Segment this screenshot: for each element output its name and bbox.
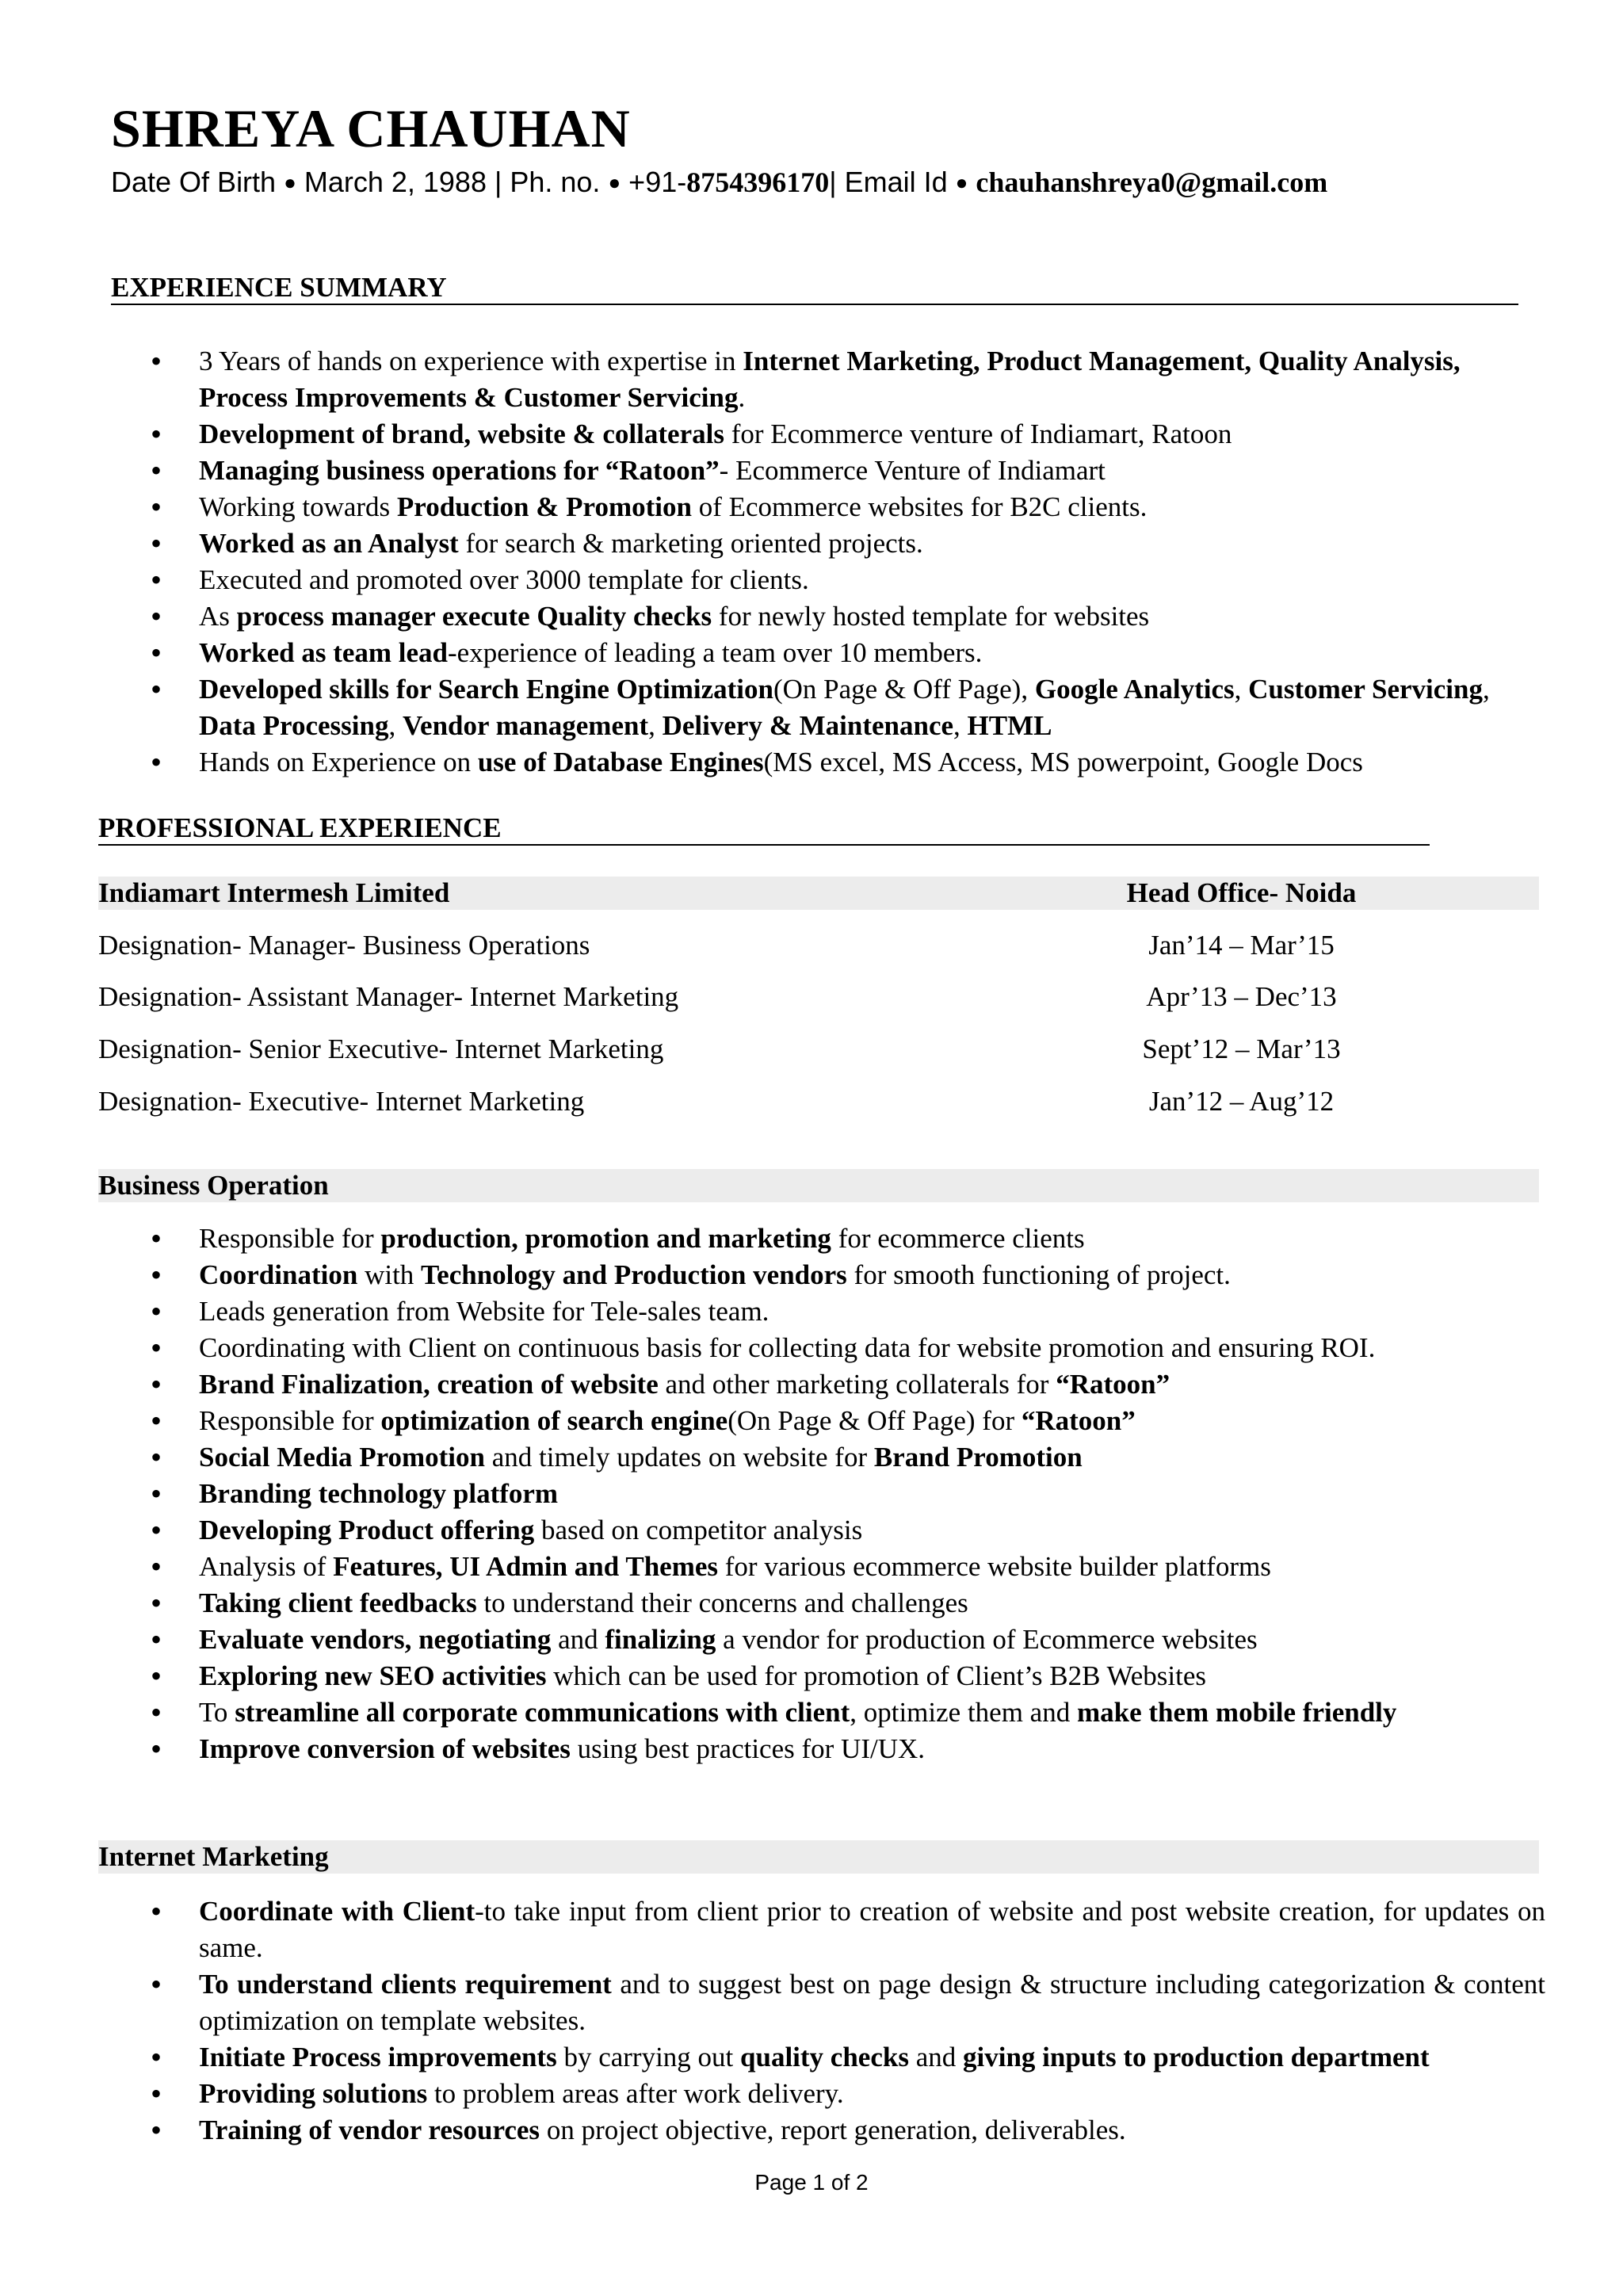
bold-text: Exploring new SEO activities <box>199 1660 547 1691</box>
bold-text: production, promotion and marketing <box>380 1223 831 1254</box>
bold-text: To understand clients requirement <box>199 1969 612 2000</box>
dob-label: Date Of Birth <box>111 166 277 198</box>
bullet-item <box>98 1622 1545 1658</box>
bold-text: process manager execute Quality checks <box>236 601 712 632</box>
bold-text: Customer Servicing <box>1248 674 1483 705</box>
text: of Ecommerce websites for B2C clients. <box>691 491 1148 522</box>
text: to problem areas after work delivery. <box>427 2078 844 2109</box>
text: using best practices for UI/UX. <box>570 1733 926 1764</box>
experience-summary-heading: EXPERIENCE SUMMARY <box>111 273 1518 305</box>
designation-row <box>98 1031 1461 1068</box>
text: for Ecommerce venture of Indiamart, Ratoon <box>724 418 1232 449</box>
bullet-item <box>98 1966 1545 2039</box>
text: for search & marketing oriented projects. <box>458 528 923 559</box>
bullet-item <box>98 1549 1545 1585</box>
text: for smooth functioning of project. <box>846 1259 1231 1290</box>
bullet-item <box>98 525 1545 562</box>
bold-text: Production & Promotion <box>396 491 692 522</box>
candidate-name: SHREYA CHAUHAN <box>111 98 631 159</box>
bold-text: Initiate Process improvements <box>199 2042 557 2073</box>
bullet-item <box>98 2039 1545 2076</box>
bullet-item <box>98 562 1545 598</box>
bold-text: Taking client feedbacks <box>199 1587 477 1618</box>
phone-number: 8754396170 <box>686 166 830 198</box>
text: (MS excel, MS Access, MS powerpoint, Google Docs <box>763 747 1363 777</box>
bold-text: Data Processing <box>199 710 389 741</box>
text: and to suggest best on page design & structure including categorization & content optimization on template websites. <box>199 1969 1545 2036</box>
text: Working towards <box>199 491 397 522</box>
bold-text: use of Database Engines <box>477 747 764 777</box>
text: 3 Years of hands on experience with expertise in <box>199 346 743 376</box>
bullet-item <box>98 671 1545 744</box>
bold-text: Branding technology platform <box>199 1478 559 1509</box>
bold-text: Vendor management <box>402 710 649 741</box>
bullet-item <box>98 2112 1545 2149</box>
designation-period: Sept’12 – Mar’13 <box>1142 1033 1341 1064</box>
bullet-item <box>98 1731 1545 1767</box>
text: -experience of leading a team over 10 members. <box>448 637 983 668</box>
text: Leads generation from Website for Tele-sales team. <box>199 1296 769 1327</box>
text: -to take input from client prior to creation of website and post website creation, for updates on same. <box>199 1896 1545 1963</box>
bold-text: Social Media Promotion <box>199 1442 485 1473</box>
phone-prefix: +91- <box>628 166 687 198</box>
business-operation-band <box>98 1169 1539 1202</box>
designation-title: Designation- Manager- Business Operations <box>98 930 590 961</box>
text: Executed and promoted over 3000 template for clients. <box>199 564 809 595</box>
company-band <box>98 877 1539 910</box>
bold-text: Coordination <box>199 1259 358 1290</box>
text: , optimize them and <box>850 1697 1077 1728</box>
text: based on competitor analysis <box>534 1515 863 1545</box>
bullet-item <box>98 1366 1545 1403</box>
text: Coordinating with Client on continuous basis for collecting data for website promotion and ensuring ROI. <box>199 1332 1376 1363</box>
text: , <box>648 710 663 741</box>
bold-text: Training of vendor resources <box>199 2115 540 2145</box>
contact-line <box>111 165 1327 200</box>
text: To <box>199 1697 235 1728</box>
bullet-item <box>98 1403 1545 1439</box>
text: for ecommerce clients <box>831 1223 1085 1254</box>
page-number: Page 1 of 2 <box>754 2170 869 2195</box>
bullet-item <box>98 1694 1545 1731</box>
bold-text: streamline all corporate communications with client <box>235 1697 850 1728</box>
bold-text: Worked as an Analyst <box>199 528 459 559</box>
bullet-item <box>98 453 1545 489</box>
bold-text: Delivery & Maintenance <box>662 710 954 741</box>
text: by carrying out <box>556 2042 741 2073</box>
bold-text: make them mobile friendly <box>1076 1697 1397 1728</box>
text: , <box>1234 674 1249 705</box>
professional-experience-heading: PROFESSIONAL EXPERIENCE <box>98 814 1430 846</box>
text: and timely updates on website for <box>485 1442 874 1473</box>
email-label: | Email Id <box>829 166 948 198</box>
bold-text: Features, UI Admin and Themes <box>333 1551 719 1582</box>
bullet-separator: ● <box>284 170 296 194</box>
bullet-item <box>98 598 1545 635</box>
bullet-item <box>98 744 1545 781</box>
text: Responsible for <box>199 1223 381 1254</box>
internet-marketing-band <box>98 1840 1539 1874</box>
bold-text: Brand Promotion <box>873 1442 1083 1473</box>
bold-text: Coordinate with Client <box>199 1896 475 1927</box>
designation-row <box>98 927 1461 964</box>
designation-title: Designation- Assistant Manager- Internet Marketing <box>98 981 679 1012</box>
text: with <box>357 1259 422 1290</box>
internet-marketing-list <box>98 1893 1545 2149</box>
text: and other marketing collaterals for <box>658 1369 1056 1400</box>
experience-summary-list <box>98 343 1545 781</box>
bullet-item <box>98 1512 1545 1549</box>
bold-text: Worked as team lead <box>199 637 449 668</box>
bold-text: quality checks <box>740 2042 909 2073</box>
bold-text: Developing Product offering <box>199 1515 535 1545</box>
designation-period: Apr’13 – Dec’13 <box>1146 981 1337 1012</box>
company-name: Indiamart Intermesh Limited <box>98 877 450 908</box>
bold-text: optimization of search engine <box>380 1405 728 1436</box>
bullet-item <box>98 1585 1545 1622</box>
bullet-item <box>98 1293 1545 1330</box>
text: - Ecommerce Venture of Indiamart <box>719 455 1106 486</box>
bold-text: Improve conversion of websites <box>199 1733 571 1764</box>
bullet-item <box>98 635 1545 671</box>
bold-text: HTML <box>967 710 1052 741</box>
bullet-item <box>98 2076 1545 2112</box>
bullet-separator: ● <box>608 170 621 194</box>
bullet-item <box>98 1257 1545 1293</box>
bullet-item <box>98 1330 1545 1366</box>
text: on project objective, report generation, deliverables. <box>540 2115 1126 2145</box>
designation-row <box>98 1083 1461 1120</box>
bold-text: Development of brand, website & collaterals <box>199 418 724 449</box>
bold-text: Google Analytics <box>1034 674 1235 705</box>
bold-text: finalizing <box>605 1624 716 1655</box>
text: for various ecommerce website builder platforms <box>718 1551 1271 1582</box>
bullet-item <box>98 1476 1545 1512</box>
bullet-item <box>98 1658 1545 1694</box>
internet-marketing-heading: Internet Marketing <box>98 1841 329 1872</box>
bold-text: “Ratoon” <box>1056 1369 1170 1400</box>
bold-text: “Ratoon” <box>1021 1405 1136 1436</box>
text: , <box>388 710 403 741</box>
text: , <box>1483 674 1490 705</box>
bullet-item <box>98 489 1545 525</box>
text: for newly hosted template for websites <box>712 601 1150 632</box>
bullet-item <box>98 1893 1545 1966</box>
bold-text: Brand Finalization, creation of website <box>199 1369 659 1400</box>
text: (On Page & Off Page) for <box>727 1405 1022 1436</box>
bold-text: giving inputs to production department <box>963 2042 1430 2073</box>
business-operation-list <box>98 1221 1545 1767</box>
bullet-item <box>98 1439 1545 1476</box>
bold-text: Developed skills for Search Engine Optimization <box>199 674 773 705</box>
text: . <box>738 382 746 413</box>
bullet-item <box>98 343 1545 416</box>
bold-text: Internet Marketing, Product Management, Quality Analysis, Process Improvements & Customer Servicing <box>199 346 1461 413</box>
designation-row <box>98 979 1461 1015</box>
designation-period: Jan’14 – Mar’15 <box>1148 930 1335 961</box>
bold-text: Managing business operations for “Ratoon” <box>199 455 720 486</box>
text: Responsible for <box>199 1405 381 1436</box>
text: to understand their concerns and challenges <box>476 1587 968 1618</box>
text: (On Page & Off Page), <box>773 674 1035 705</box>
text: and <box>551 1624 605 1655</box>
bold-text: Technology and Production vendors <box>421 1259 847 1290</box>
designation-title: Designation- Executive- Internet Marketing <box>98 1086 585 1117</box>
bold-text: Providing solutions <box>199 2078 428 2109</box>
text: Hands on Experience on <box>199 747 478 777</box>
bullet-item <box>98 1221 1545 1257</box>
text: which can be used for promotion of Client’s B2B Websites <box>546 1660 1207 1691</box>
email-address: chauhanshreya0@gmail.com <box>976 166 1328 198</box>
bullet-item <box>98 416 1545 453</box>
text: a vendor for production of Ecommerce websites <box>716 1624 1258 1655</box>
text: and <box>908 2042 964 2073</box>
bold-text: Evaluate vendors, negotiating <box>199 1624 552 1655</box>
designation-title: Designation- Senior Executive- Internet Marketing <box>98 1033 664 1064</box>
business-operation-heading: Business Operation <box>98 1170 329 1201</box>
bullet-separator: ● <box>955 170 968 194</box>
dob-value: March 2, 1988 <box>304 166 487 198</box>
text: As <box>199 601 237 632</box>
company-office: Head Office- Noida <box>1126 877 1357 908</box>
designation-period: Jan’12 – Aug’12 <box>1148 1086 1335 1117</box>
text: Analysis of <box>199 1551 334 1582</box>
text: , <box>953 710 968 741</box>
phone-label: | Ph. no. <box>494 166 601 198</box>
